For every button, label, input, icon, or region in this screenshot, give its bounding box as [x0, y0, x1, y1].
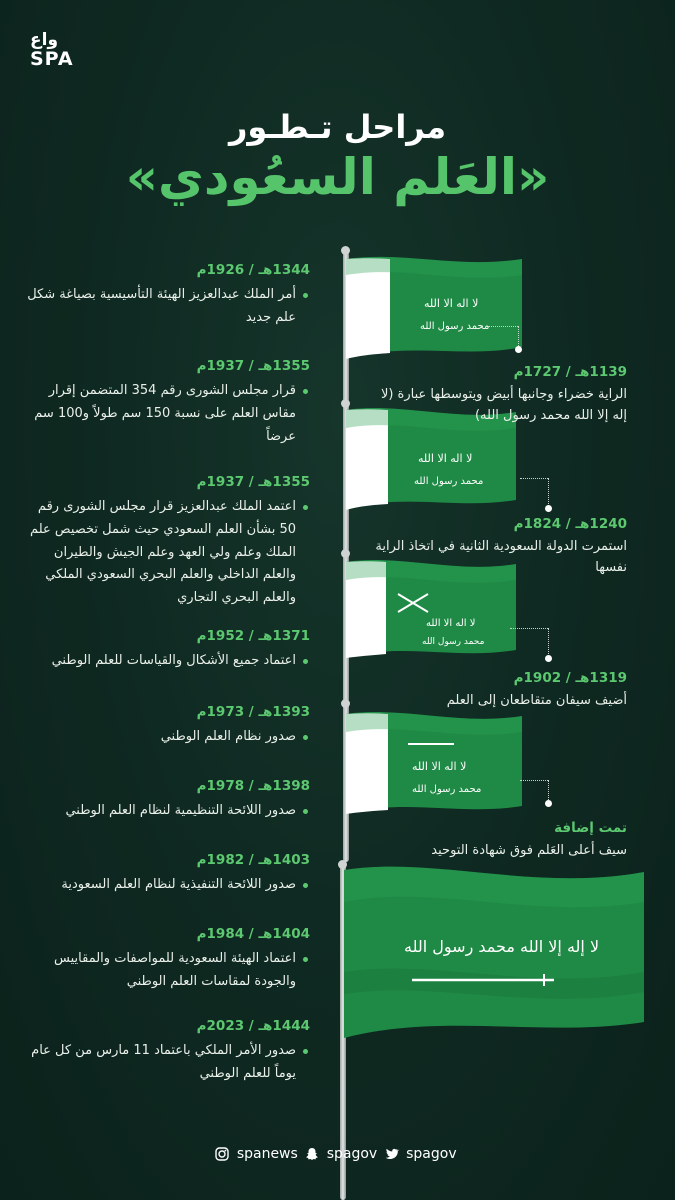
- right-item-1: [367, 364, 627, 427]
- left-item-date: 1371هـ / 1952م: [196, 628, 310, 644]
- left-item-text: صدور الأمر الملكي باعتماد 11 مارس من كل عام يوماً للعلم الوطني: [20, 1040, 310, 1086]
- page-subtitle: مراحل تـطـور: [229, 108, 446, 146]
- left-item-text: اعتمد الملك عبدالعزيز قرار مجلس الشورى رقم 50 بشأن العلم السعودي حيث شمل تخصيص علم الملك وعلم ولي العهد وعلم الجيش والطيران والعلم الداخلي والعلم البحري السعودي الملكي والعلم البحري التجاري: [20, 496, 310, 610]
- timeline-connector: [488, 326, 518, 327]
- left-item-date: 1344هـ / 1926م: [196, 262, 310, 278]
- timeline-connector: [520, 780, 548, 781]
- timeline-connector: [518, 326, 519, 348]
- left-item-4: [20, 628, 310, 673]
- flag-pole-finial: [341, 246, 350, 255]
- snapchat-handle[interactable]: spagov: [326, 1146, 378, 1162]
- flag-text: لا اله الا الله: [412, 760, 467, 773]
- right-item-date: 1240هـ / 1824م: [513, 516, 627, 532]
- flag-text: لا اله الا الله: [424, 297, 479, 310]
- left-item-date: 1444هـ / 2023م: [196, 1018, 310, 1034]
- left-item-text: اعتماد جميع الأشكال والقياسات للعلم الوطني: [20, 650, 310, 673]
- left-item-date: 1355هـ / 1937م: [196, 474, 310, 490]
- left-item-3: [20, 474, 310, 610]
- left-item-9: [20, 1018, 310, 1086]
- timeline-connector: [548, 780, 549, 800]
- left-item-8: [20, 926, 310, 994]
- timeline-dot: [545, 655, 552, 662]
- flag-text: لا اله الا الله: [418, 452, 473, 465]
- left-item-date: 1393هـ / 1973م: [196, 704, 310, 720]
- right-item-text: أضيف سيفان متقاطعان إلى العلم: [446, 693, 627, 708]
- logo-line-1: واع: [30, 30, 59, 50]
- timeline-connector: [548, 478, 549, 504]
- spa-logo: [30, 32, 86, 69]
- flag-text: محمد رسول الله: [414, 476, 484, 487]
- right-item-2: [367, 516, 627, 579]
- left-item-2: [20, 358, 310, 448]
- left-item-text: صدور نظام العلم الوطني: [20, 726, 310, 749]
- right-item-3: [367, 670, 627, 711]
- flag-text: لا اله الا الله: [426, 618, 476, 629]
- timeline-connector: [548, 628, 549, 654]
- timeline-dot: [545, 505, 552, 512]
- logo-line-2: SPA: [30, 48, 74, 70]
- right-item-date: 1319هـ / 1902م: [513, 670, 627, 686]
- left-item-date: 1398هـ / 1978م: [196, 778, 310, 794]
- snapchat-icon: [305, 1147, 319, 1161]
- right-item-4: [367, 820, 627, 861]
- flag-text: محمد رسول الله: [412, 784, 482, 795]
- left-item-date: 1403هـ / 1982م: [196, 852, 310, 868]
- left-item-text: اعتماد الهيئة السعودية للمواصفات والمقاييس والجودة لمقاسات العلم الوطني: [20, 948, 310, 994]
- right-item-date: 1139هـ / 1727م: [513, 364, 627, 380]
- right-item-text: سيف أعلى العَلم فوق شهادة التوحيد: [431, 843, 627, 858]
- left-item-text: أمر الملك عبدالعزيز الهيئة التأسيسية بصياغة شكل علم جديد: [20, 284, 310, 330]
- left-item-6: [20, 778, 310, 823]
- timeline-connector: [520, 478, 548, 479]
- left-item-text: صدور اللائحة التنفيذية لنظام العلم السعودية: [20, 874, 310, 897]
- left-item-date: 1355هـ / 1937م: [196, 358, 310, 374]
- left-item-date: 1404هـ / 1984م: [196, 926, 310, 942]
- social-footer: [0, 1146, 675, 1162]
- instagram-handle[interactable]: spanews: [236, 1146, 298, 1162]
- flag-text: محمد رسول الله: [420, 321, 490, 332]
- left-item-5: [20, 704, 310, 749]
- left-item-text: صدور اللائحة التنظيمية لنظام العلم الوطني: [20, 800, 310, 823]
- flag-pole-finial: [341, 699, 350, 708]
- right-item-date: تمت إضافة: [554, 820, 627, 836]
- timeline-dot: [545, 800, 552, 807]
- flag-text: لا إله إلا الله محمد رسول الله: [404, 937, 600, 956]
- left-item-text: قرار مجلس الشورى رقم 354 المتضمن إقرار مقاس العلم على نسبة 150 سم طولاً و100 سم عرضاً: [20, 380, 310, 448]
- timeline-connector: [510, 628, 548, 629]
- left-item-7: [20, 852, 310, 897]
- flag-current: [344, 862, 644, 1042]
- twitter-handle[interactable]: spagov: [406, 1146, 457, 1162]
- instagram-icon: [215, 1147, 229, 1161]
- right-item-text: الراية خضراء وجانبها أبيض ويتوسطها عبارة (لا إله إلا الله محمد رسول الله): [380, 387, 627, 424]
- flag-1727: [346, 255, 522, 363]
- flag-added-sword: [346, 708, 522, 820]
- twitter-icon: [385, 1147, 399, 1161]
- left-item-1: [20, 262, 310, 330]
- right-item-text: استمرت الدولة السعودية الثانية في اتخاذ الراية نفسها: [375, 539, 627, 576]
- page-title: «العَلم السعُودي»: [125, 148, 550, 206]
- timeline-dot: [515, 346, 522, 353]
- flag-text: محمد رسول الله: [422, 637, 485, 647]
